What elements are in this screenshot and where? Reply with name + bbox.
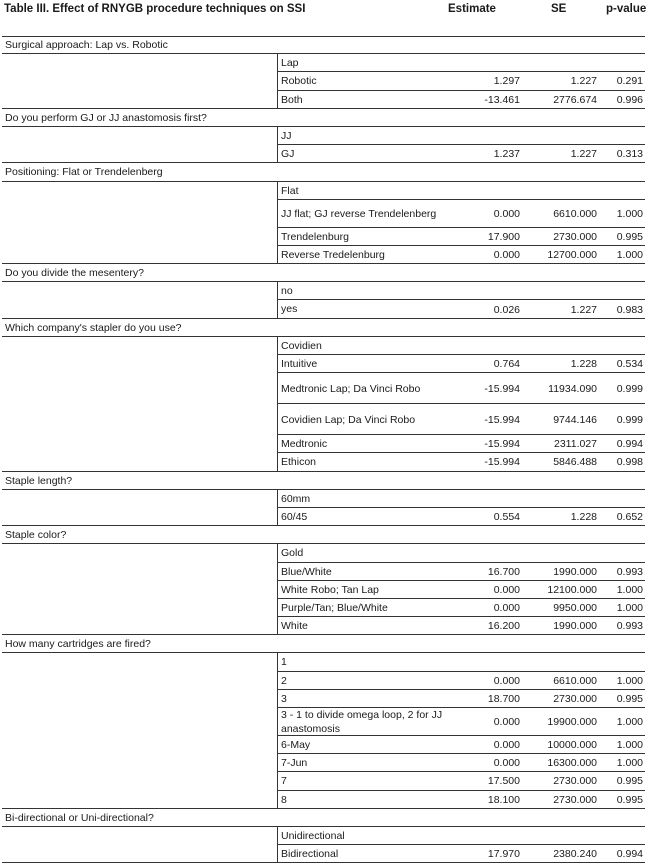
column-divider bbox=[277, 145, 278, 163]
estimate-cell: 1.237 bbox=[493, 148, 520, 161]
group-label: Do you divide the mesentery? bbox=[5, 267, 144, 280]
technique-cell: Trendelenburg bbox=[281, 230, 349, 243]
column-divider bbox=[277, 373, 278, 404]
column-divider bbox=[277, 827, 278, 845]
pvalue-cell: 0.996 bbox=[616, 93, 643, 106]
technique-cell: yes bbox=[281, 303, 298, 316]
table-row bbox=[0, 617, 647, 635]
table-row bbox=[0, 453, 647, 471]
technique-cell: 60mm bbox=[281, 492, 311, 505]
technique-cell: Covidien bbox=[281, 339, 322, 352]
group-row bbox=[0, 109, 647, 127]
se-cell bbox=[520, 337, 597, 355]
se-cell: 2730.000 bbox=[553, 775, 597, 788]
column-divider bbox=[277, 563, 278, 581]
group-label: Which company's stapler do you use? bbox=[5, 321, 182, 334]
column-divider bbox=[277, 708, 278, 736]
table-row bbox=[0, 228, 647, 246]
technique-cell: 2 bbox=[281, 674, 287, 687]
technique-cell: GJ bbox=[281, 148, 295, 161]
pvalue-header: p-value bbox=[606, 3, 647, 15]
estimate-cell: 17.500 bbox=[487, 775, 520, 788]
estimate-cell: 0.000 bbox=[493, 716, 520, 728]
table-row bbox=[0, 72, 647, 90]
column-divider bbox=[277, 355, 278, 373]
technique-cell: Medtronic Lap; Da Vinci Robo bbox=[281, 382, 421, 395]
estimate-cell bbox=[443, 544, 520, 562]
se-cell: 1.227 bbox=[570, 303, 597, 316]
technique-cell: 7-Jun bbox=[281, 757, 308, 770]
estimate-cell bbox=[443, 337, 520, 355]
se-cell: 10000.000 bbox=[547, 739, 597, 752]
table-row bbox=[0, 653, 647, 671]
se-cell: 2380.240 bbox=[553, 848, 597, 861]
technique-cell: 3 bbox=[281, 692, 287, 705]
technique-cell: Bidirectional bbox=[281, 848, 339, 861]
estimate-cell: 0.554 bbox=[493, 511, 520, 524]
pvalue-cell bbox=[597, 337, 643, 355]
se-header: SE bbox=[551, 3, 567, 15]
column-divider bbox=[277, 228, 278, 246]
pvalue-cell bbox=[597, 827, 643, 845]
table-row bbox=[0, 544, 647, 562]
pvalue-cell bbox=[597, 182, 643, 200]
se-cell: 2730.000 bbox=[553, 793, 597, 806]
se-cell: 16300.000 bbox=[547, 757, 597, 770]
table-row bbox=[0, 404, 647, 435]
table-row bbox=[0, 373, 647, 404]
column-divider bbox=[277, 490, 278, 508]
column-divider bbox=[277, 282, 278, 300]
pvalue-cell bbox=[597, 282, 643, 300]
column-divider bbox=[277, 200, 278, 228]
column-divider bbox=[277, 246, 278, 264]
column-divider bbox=[277, 435, 278, 453]
pvalue-cell: 0.994 bbox=[616, 438, 643, 451]
column-divider bbox=[277, 581, 278, 599]
se-cell bbox=[520, 827, 597, 845]
pvalue-cell: 0.995 bbox=[616, 692, 643, 705]
estimate-cell bbox=[443, 653, 520, 671]
technique-cell: White Robo; Tan Lap bbox=[281, 583, 379, 596]
column-divider bbox=[277, 617, 278, 635]
se-cell: 5846.488 bbox=[553, 456, 597, 469]
technique-cell: no bbox=[281, 285, 293, 298]
se-cell: 11934.090 bbox=[548, 382, 597, 395]
technique-cell: 6-May bbox=[281, 739, 311, 751]
column-divider bbox=[277, 54, 278, 72]
se-cell bbox=[520, 490, 597, 508]
table-row bbox=[0, 337, 647, 355]
technique-cell: Reverse Tredelenburg bbox=[281, 248, 385, 261]
estimate-cell bbox=[443, 827, 520, 845]
technique-cell: JJ bbox=[281, 129, 292, 142]
pvalue-cell: 0.994 bbox=[616, 848, 643, 861]
pvalue-cell bbox=[597, 544, 643, 562]
se-cell: 19900.000 bbox=[547, 716, 597, 728]
technique-cell: Purple/Tan; Blue/White bbox=[281, 601, 388, 614]
pvalue-cell bbox=[597, 490, 643, 508]
column-divider bbox=[277, 690, 278, 708]
column-divider bbox=[277, 791, 278, 809]
estimate-cell bbox=[443, 182, 520, 200]
group-label: Bi-directional or Uni-directional? bbox=[5, 811, 154, 824]
table-row bbox=[0, 672, 647, 690]
se-cell: 1.228 bbox=[570, 358, 597, 371]
technique-cell: 60/45 bbox=[281, 510, 308, 523]
se-cell: 1.227 bbox=[570, 75, 597, 88]
table-row bbox=[0, 508, 647, 526]
pvalue-cell: 1.000 bbox=[616, 674, 643, 687]
pvalue-cell: 0.313 bbox=[616, 148, 643, 161]
group-label: Positioning: Flat or Trendelenberg bbox=[5, 166, 163, 179]
se-cell bbox=[520, 282, 597, 300]
table-row bbox=[0, 581, 647, 599]
column-divider bbox=[277, 453, 278, 471]
pvalue-cell: 0.983 bbox=[616, 303, 643, 316]
column-divider bbox=[277, 404, 278, 435]
technique-cell: Ethicon bbox=[281, 456, 317, 469]
group-row bbox=[0, 264, 647, 282]
technique-cell: Unidirectional bbox=[281, 829, 345, 842]
estimate-cell: -15.994 bbox=[484, 413, 520, 426]
estimate-cell: 0.000 bbox=[493, 601, 520, 614]
table-row bbox=[0, 708, 647, 736]
estimate-cell bbox=[443, 127, 520, 145]
pvalue-cell: 1.000 bbox=[616, 739, 643, 752]
pvalue-cell: 1.000 bbox=[616, 583, 643, 596]
group-label: Do you perform GJ or JJ anastomosis first? bbox=[5, 111, 207, 124]
group-row bbox=[0, 163, 647, 181]
technique-cell: 7 bbox=[281, 775, 287, 788]
pvalue-cell: 0.995 bbox=[616, 775, 643, 788]
table-row bbox=[0, 91, 647, 109]
technique-cell: Flat bbox=[281, 184, 299, 197]
technique-cell: 1 bbox=[281, 656, 287, 669]
group-row bbox=[0, 472, 647, 490]
column-divider bbox=[277, 544, 278, 562]
group-row bbox=[0, 635, 647, 653]
technique-cell: Covidien Lap; Da Vinci Robo bbox=[281, 413, 416, 426]
estimate-cell: 0.000 bbox=[493, 583, 520, 596]
se-cell: 2730.000 bbox=[553, 230, 597, 243]
column-divider bbox=[277, 508, 278, 526]
column-divider bbox=[277, 72, 278, 90]
estimate-cell: 16.700 bbox=[487, 565, 520, 578]
column-divider bbox=[277, 300, 278, 318]
se-cell: 1990.000 bbox=[553, 565, 597, 578]
column-divider bbox=[277, 337, 278, 355]
estimate-cell: 0.764 bbox=[493, 358, 520, 371]
pvalue-cell: 0.993 bbox=[616, 565, 643, 578]
technique-cell: Robotic bbox=[281, 75, 317, 88]
pvalue-cell: 0.993 bbox=[616, 620, 643, 633]
group-label: Surgical approach: Lap vs. Robotic bbox=[5, 39, 168, 52]
group-row bbox=[0, 809, 647, 827]
table-row bbox=[0, 246, 647, 264]
se-cell: 9950.000 bbox=[553, 601, 597, 614]
group-row bbox=[0, 36, 647, 54]
se-cell: 2776.674 bbox=[553, 93, 597, 106]
se-cell: 12700.000 bbox=[547, 248, 597, 261]
table-row bbox=[0, 300, 647, 318]
technique-cell: JJ flat; GJ reverse Trendelenberg bbox=[281, 207, 437, 220]
group-row bbox=[0, 319, 647, 337]
se-cell bbox=[520, 653, 597, 671]
column-divider bbox=[277, 91, 278, 109]
table-row bbox=[0, 282, 647, 300]
column-divider bbox=[277, 736, 278, 754]
estimate-cell: -13.461 bbox=[484, 93, 520, 106]
technique-cell: Intuitive bbox=[281, 358, 318, 370]
column-divider bbox=[277, 127, 278, 145]
pvalue-cell: 1.000 bbox=[616, 248, 643, 261]
se-cell: 6610.000 bbox=[553, 207, 597, 220]
estimate-cell: -15.994 bbox=[484, 438, 520, 451]
technique-cell: Gold bbox=[281, 547, 304, 560]
estimate-header: Estimate bbox=[448, 3, 496, 15]
estimate-cell bbox=[443, 282, 520, 300]
column-divider bbox=[277, 845, 278, 863]
table-row bbox=[0, 690, 647, 708]
table-row bbox=[0, 54, 647, 72]
table-row bbox=[0, 791, 647, 809]
group-row bbox=[0, 526, 647, 544]
technique-cell: White bbox=[281, 620, 308, 633]
se-cell: 12100.000 bbox=[547, 583, 597, 596]
table-row bbox=[0, 736, 647, 754]
table-row bbox=[0, 827, 647, 845]
pvalue-cell bbox=[597, 653, 643, 671]
table-row bbox=[0, 200, 647, 228]
estimate-cell: -15.994 bbox=[484, 382, 520, 395]
pvalue-cell: 1.000 bbox=[616, 601, 643, 614]
group-label: How many cartridges are fired? bbox=[5, 638, 151, 651]
pvalue-cell: 0.291 bbox=[616, 75, 643, 88]
estimate-cell: 0.000 bbox=[493, 207, 520, 220]
se-cell bbox=[520, 54, 597, 72]
technique-cell: Lap bbox=[281, 57, 299, 70]
table-row bbox=[0, 772, 647, 790]
group-label: Staple color? bbox=[5, 529, 67, 542]
pvalue-cell: 0.999 bbox=[616, 413, 643, 426]
table-row bbox=[0, 355, 647, 373]
estimate-cell: 0.000 bbox=[493, 739, 520, 752]
pvalue-cell: 0.995 bbox=[616, 793, 643, 806]
estimate-cell: 0.000 bbox=[493, 248, 520, 261]
estimate-cell bbox=[443, 54, 520, 72]
estimate-cell: 16.200 bbox=[487, 620, 520, 633]
pvalue-cell: 1.000 bbox=[616, 716, 643, 728]
estimate-cell: 17.900 bbox=[487, 230, 520, 243]
se-cell: 9744.146 bbox=[553, 413, 597, 426]
estimate-cell: 0.000 bbox=[493, 674, 520, 687]
pvalue-cell: 0.534 bbox=[616, 358, 643, 371]
table-row bbox=[0, 754, 647, 772]
pvalue-cell: 0.999 bbox=[616, 382, 643, 395]
se-cell: 2730.000 bbox=[553, 692, 597, 705]
column-divider bbox=[277, 672, 278, 690]
pvalue-cell: 0.995 bbox=[616, 230, 643, 243]
table-row bbox=[0, 145, 647, 163]
table-row bbox=[0, 435, 647, 453]
table-title: Table III. Effect of RNYGB procedure techniques on SSI bbox=[4, 3, 306, 15]
table-row bbox=[0, 182, 647, 200]
se-cell: 6610.000 bbox=[553, 674, 597, 687]
pvalue-cell: 1.000 bbox=[616, 207, 643, 220]
technique-cell: Both bbox=[281, 93, 303, 106]
column-divider bbox=[277, 182, 278, 200]
table-row bbox=[0, 127, 647, 145]
pvalue-cell: 0.998 bbox=[616, 456, 643, 469]
estimate-cell: 18.100 bbox=[487, 793, 520, 806]
estimate-cell: 1.297 bbox=[493, 75, 520, 88]
table-row bbox=[0, 563, 647, 581]
table-row bbox=[0, 599, 647, 617]
table-top-rule bbox=[2, 36, 645, 37]
column-divider bbox=[277, 599, 278, 617]
estimate-cell: 0.026 bbox=[493, 303, 520, 316]
technique-cell: Blue/White bbox=[281, 565, 332, 578]
column-divider bbox=[277, 772, 278, 790]
technique-cell: Medtronic bbox=[281, 438, 328, 451]
estimate-cell: 0.000 bbox=[493, 757, 520, 770]
se-cell bbox=[520, 182, 597, 200]
table-row bbox=[0, 845, 647, 863]
estimate-cell: -15.994 bbox=[484, 456, 520, 469]
column-divider bbox=[277, 754, 278, 772]
se-cell: 1.228 bbox=[570, 511, 597, 524]
se-cell: 1990.000 bbox=[553, 620, 597, 633]
technique-cell: 8 bbox=[281, 793, 287, 806]
se-cell bbox=[520, 127, 597, 145]
technique-cell: 3 - 1 to divide omega loop, 2 for JJ anastomosis bbox=[281, 708, 443, 735]
estimate-cell: 18.700 bbox=[487, 692, 520, 705]
estimate-cell: 17.970 bbox=[487, 848, 520, 861]
pvalue-cell bbox=[597, 127, 643, 145]
pvalue-cell: 0.652 bbox=[616, 511, 643, 524]
table-body bbox=[0, 36, 647, 863]
se-cell bbox=[520, 544, 597, 562]
pvalue-cell bbox=[597, 54, 643, 72]
pvalue-cell: 1.000 bbox=[616, 757, 643, 770]
column-divider bbox=[277, 653, 278, 671]
se-cell: 2311.027 bbox=[553, 438, 597, 451]
group-label: Staple length? bbox=[5, 474, 73, 487]
table-header bbox=[0, 0, 647, 36]
estimate-cell bbox=[443, 490, 520, 508]
se-cell: 1.227 bbox=[570, 148, 597, 161]
table-row bbox=[0, 490, 647, 508]
